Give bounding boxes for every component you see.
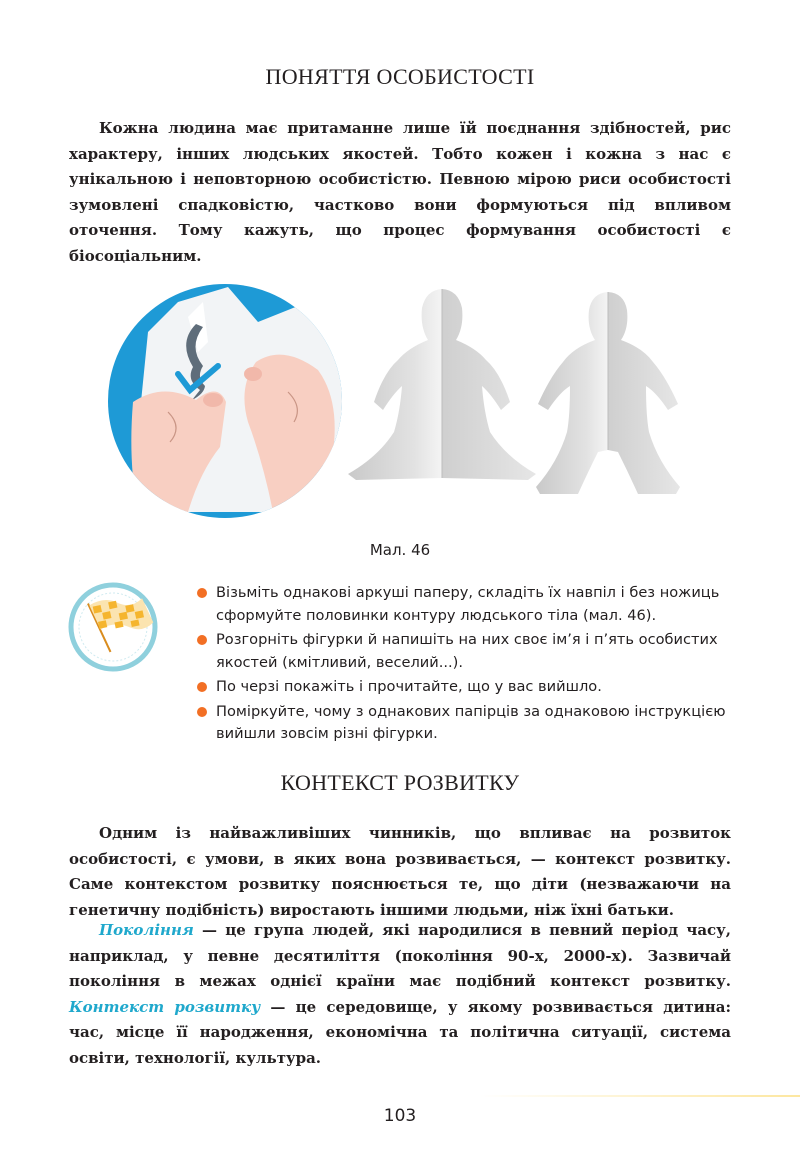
hands-folding-paper-icon [108, 284, 358, 518]
task-item: Візьміть однакові аркуші паперу, складіть їх навпіл і без ножиць сформуйте половинки контуру людського тіла (мал. 46). [196, 582, 736, 627]
term-development-context: Контекст розвитку [69, 997, 261, 1016]
context-paragraph-2 [69, 918, 731, 1071]
section-title-context: КОНТЕКСТ РОЗВИТКУ [280, 770, 520, 795]
paper-doll-figure-icon [536, 292, 680, 494]
development-context-definition: — це середовище, у якому розвивається дитина: час, місце її народження, економічна та політична ситуації, система освіти, технології, культура. [69, 997, 731, 1067]
paper-figures-illustration [108, 282, 698, 527]
personality-paragraph-text: Кожна людина має притаманне лише їй поєднання здібностей, рис характеру, інших людських якостей. Тобто кожен і кожна з нас є унікальною і неповторною особистістю. Певною мірою риси особистості зумовлені спадковістю, частково вони формуються під впливом оточення. Тому кажуть, що процес формування особистості є біосоціальним. [69, 119, 731, 265]
task-item: Розгорніть фігурки й напишіть на них своє ім’я і п’ять особистих якостей (кмітливий, веселий...). [196, 629, 736, 674]
section-title-personality: ПОНЯТТЯ ОСОБИСТОСТІ [265, 64, 535, 89]
footer-decoration [480, 1095, 800, 1097]
context-paragraph-1-text: Одним із найважливіших чинників, що впливає на розвиток особистості, є умови, в яких вона розвивається, — контекст розвитку. Саме контекстом розвитку пояснюється те, що діти (незважаючи на генетичну подібність) виростають іншими людьми, ніж їхні батьки. [69, 824, 731, 919]
activity-task-list [196, 582, 736, 748]
page-number: 103 [383, 1106, 417, 1126]
task-item: Поміркуйте, чому з однакових папірців за однаковою інструкцією вийшли зовсім різні фігурки. [196, 701, 736, 746]
generation-definition: — це група людей, які народилися в певний період часу, наприклад, у певне десятиліття (покоління 90-х, 2000-х). Зазвичай покоління в межах однієї країни має подібний контекст розвитку. [69, 921, 731, 990]
paper-doll-dress-icon [348, 289, 536, 480]
figure-caption: Мал. 46 [369, 541, 431, 559]
term-generation: Покоління [99, 921, 194, 939]
context-paragraph-1 [69, 821, 731, 923]
checkered-flag-icon [68, 582, 158, 672]
personality-paragraph [69, 116, 731, 269]
task-item: По черзі покажіть і прочитайте, що у вас вийшло. [196, 676, 736, 699]
